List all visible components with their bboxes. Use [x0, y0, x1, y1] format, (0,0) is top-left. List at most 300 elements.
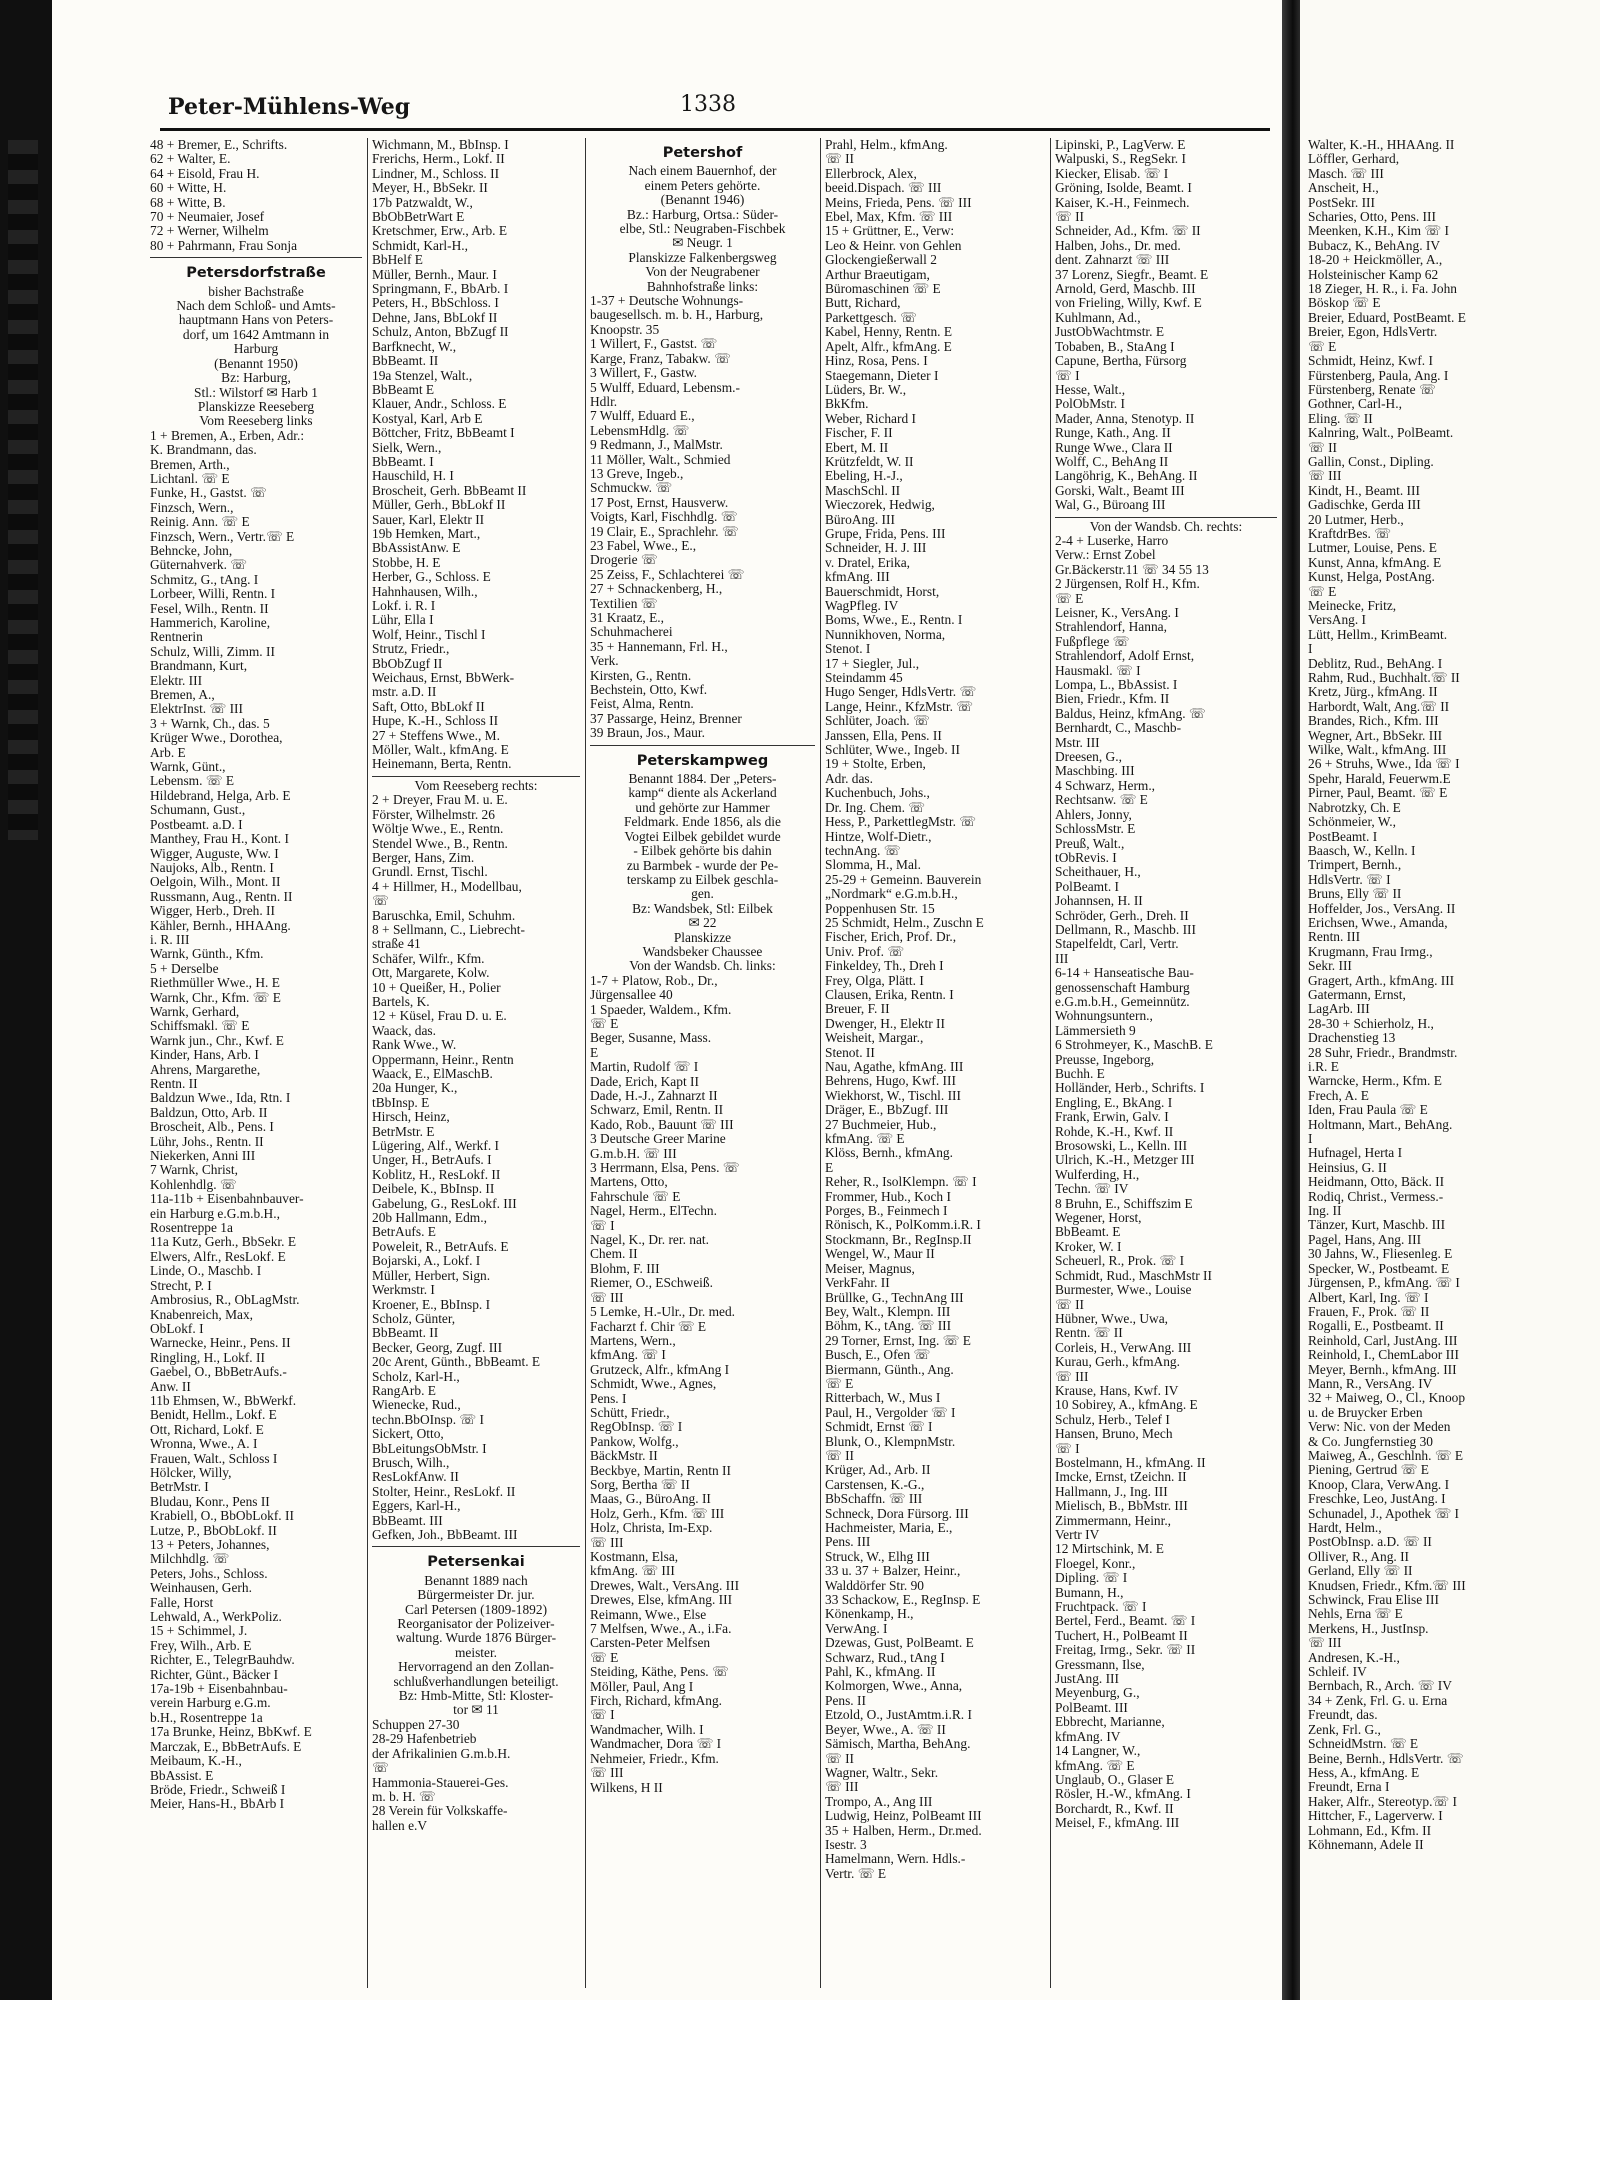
- resident-entry: Schlüter, Joach. ☏: [825, 714, 930, 729]
- resident-entry: Pagel, Hans, Ang. III: [1308, 1232, 1422, 1247]
- resident-entry: Blunk, O., KlempnMstr.: [825, 1434, 956, 1449]
- street-note: zu Barmbek - wurde der Pe-: [626, 858, 779, 873]
- resident-entry: Brandmann, Kurt,: [150, 659, 248, 674]
- street-note: gen.: [691, 887, 714, 902]
- resident-entry: Nau, Agathe, kfmAng. III: [825, 1060, 964, 1074]
- resident-entry: genossenschaft Hamburg: [1055, 980, 1190, 995]
- resident-entry: Rodiq, Christ., Vermess.-: [1308, 1189, 1444, 1204]
- resident-entry: 3 Deutsche Greer Marine: [590, 1132, 726, 1147]
- resident-entry: ☏ II: [825, 1751, 855, 1766]
- resident-entry: Bernhardt, C., Maschb-: [1055, 721, 1182, 736]
- resident-entry: & Co. Jungfernstieg 30: [1308, 1434, 1433, 1449]
- resident-entry: Vertr. ☏ E: [825, 1866, 886, 1881]
- resident-entry: 2 + Dreyer, Frau M. u. E.: [372, 793, 508, 808]
- resident-entry: Lutmer, Louise, Pens. E: [1308, 541, 1437, 556]
- resident-entry: Breier, Eduard, PostBeamt. E: [1308, 310, 1466, 325]
- resident-entry: Hufnagel, Herta I: [1308, 1146, 1403, 1161]
- section-rule: [372, 1546, 580, 1547]
- resident-entry: Porges, B., Feinmech I: [825, 1204, 948, 1219]
- resident-entry: Broscheit, Gerh. BbBeamt II: [372, 483, 527, 498]
- resident-entry: 11b Ehmsen, W., BbWerkf.: [150, 1393, 297, 1408]
- resident-entry: Sekr. III: [1308, 959, 1352, 974]
- resident-entry: VerkFahr. II: [825, 1276, 890, 1291]
- resident-entry: Bruns, Elly ☏ II: [1308, 887, 1402, 902]
- resident-entry: Strutz, Friedr.,: [372, 642, 450, 657]
- resident-entry: Merkens, H., JustInsp.: [1308, 1621, 1429, 1636]
- column-2: [372, 138, 580, 1988]
- resident-entry: technAng. ☏: [825, 843, 901, 858]
- column-divider: [1050, 138, 1051, 1988]
- resident-entry: Wohnungsuntern.,: [1055, 1009, 1153, 1024]
- resident-entry: Kohlenhdlg. ☏: [150, 1177, 237, 1192]
- resident-entry: ☏ E: [825, 1376, 854, 1391]
- resident-entry: 19 Clair, E., Sprachlehr. ☏: [590, 524, 739, 539]
- street-note: Harburg: [233, 342, 279, 357]
- resident-entry: Richter, E., TelegrBauhdw.: [150, 1653, 295, 1668]
- resident-entry: Baruschka, Emil, Schuhm.: [372, 908, 516, 923]
- resident-entry: Pankow, Wolfg.,: [590, 1434, 679, 1449]
- resident-entry: Hesse, Walt.,: [1055, 382, 1126, 397]
- resident-entry: Peters, H., BbSchloss. I: [372, 296, 499, 311]
- resident-entry: I: [1308, 1132, 1313, 1147]
- resident-entry: PostObInsp. a.D. ☏ II: [1308, 1535, 1432, 1550]
- resident-entry: Hirsch, Heinz,: [372, 1110, 450, 1125]
- resident-entry: Manthey, Frau H., Kont. I: [150, 832, 289, 847]
- resident-entry: Becker, Georg, Zugf. III: [372, 1340, 503, 1355]
- resident-entry: ☏ III: [590, 1290, 624, 1305]
- resident-entry: WagPfleg. IV: [825, 599, 899, 613]
- resident-entry: 33 u. 37 + Balzer, Heinr.,: [825, 1564, 961, 1579]
- resident-entry: Adr. das.: [825, 771, 873, 786]
- resident-entry: 18 Zieger, H. R., i. Fa. John: [1308, 282, 1457, 297]
- resident-entry: ☏ III: [590, 1766, 624, 1781]
- resident-entry: 15 + Grüttner, E., Verw:: [825, 224, 955, 239]
- resident-entry: Mielisch, B., BbMstr. III: [1055, 1499, 1188, 1514]
- resident-entry: Anscheit, H.,: [1308, 181, 1379, 196]
- resident-entry: Ebbrecht, Marianne,: [1055, 1715, 1165, 1730]
- resident-entry: Naujoks, Alb., Rentn. I: [150, 860, 274, 875]
- resident-entry: Maas, G., BüroAng. II: [590, 1492, 711, 1507]
- resident-entry: 64 + Eisold, Frau H.: [150, 166, 260, 181]
- resident-entry: Schulz, Anton, BbZugf II: [372, 325, 509, 340]
- resident-entry: Dipling. ☏ I: [1055, 1571, 1128, 1586]
- resident-entry: Hamelmann, Wern. Hdls.-: [825, 1852, 966, 1867]
- resident-entry: Hess, A., kfmAng. E: [1308, 1765, 1420, 1780]
- resident-entry: BbBeamt. II: [372, 1326, 439, 1341]
- resident-entry: Busch, E., Ofen ☏: [825, 1348, 931, 1363]
- resident-entry: Bechstein, Otto, Kwf.: [590, 683, 708, 698]
- resident-entry: Facharzt f. Chir ☏ E: [590, 1319, 707, 1334]
- resident-entry: Reinig. Ann. ☏ E: [150, 515, 250, 530]
- resident-entry: Boms, Wwe., E., Rentn. I: [825, 613, 963, 628]
- resident-entry: BbObBetrWart E: [372, 210, 465, 225]
- resident-entry: Harbordt, Walt, Ang.☏ II: [1308, 699, 1450, 714]
- street-note: Bürgermeister Dr. jur.: [417, 1588, 535, 1603]
- resident-entry: Holz, Gerh., Kfm. ☏ III: [590, 1506, 725, 1521]
- resident-entry: 1 + Bremen, A., Erben, Adr.:: [150, 428, 305, 443]
- resident-entry: Gr.Bäckerstr.11 ☏ 34 55 13: [1055, 562, 1209, 577]
- resident-entry: ObLokf. I: [150, 1321, 204, 1336]
- resident-entry: Nehmeier, Friedr., Kfm.: [590, 1751, 719, 1766]
- resident-entry: Parkettgesch. ☏: [825, 310, 917, 325]
- street-note: Carl Petersen (1809-1892): [404, 1602, 548, 1617]
- resident-entry: m. b. H. ☏: [372, 1789, 436, 1804]
- resident-entry: Pens. II: [825, 1693, 866, 1708]
- resident-entry: Kiecker, Elisab. ☏ I: [1055, 166, 1169, 181]
- resident-entry: Fahrschule ☏ E: [590, 1189, 681, 1204]
- street-note: Bz: Wandsbek, Stl: Eilbek: [632, 901, 773, 916]
- resident-entry: ☏ II: [825, 152, 855, 167]
- resident-entry: Heidmann, Otto, Bäck. II: [1308, 1175, 1445, 1190]
- resident-entry: straße 41: [372, 937, 421, 952]
- resident-entry: 4 Schwarz, Herm.,: [1055, 778, 1156, 793]
- resident-entry: Corleis, H., VerwAng. III: [1055, 1340, 1192, 1355]
- resident-entry: Gaebel, O., BbBetrAufs.-: [150, 1365, 287, 1380]
- resident-entry: Masch. ☏ III: [1308, 166, 1384, 181]
- resident-entry: Grupe, Frida, Pens. III: [825, 526, 946, 541]
- street-note: Stl.: Wilstorf ✉ Harb 1: [194, 385, 318, 400]
- resident-entry: Tobaben, B., StaAng I: [1055, 339, 1175, 354]
- resident-entry: Springmann, F., BbArb. I: [372, 282, 509, 297]
- resident-entry: Poweleit, R., BetrAufs. E: [372, 1239, 509, 1254]
- resident-entry: Preusse, Ingeborg,: [1055, 1052, 1155, 1067]
- resident-entry: Arthur Braeutigam,: [825, 267, 930, 282]
- resident-entry: Schulz, Willi, Zimm. II: [150, 644, 275, 659]
- resident-entry: Milchhdlg. ☏: [150, 1552, 230, 1567]
- resident-entry: Beyer, Wwe., A. ☏ II: [825, 1722, 946, 1737]
- resident-entry: 19a Stenzel, Walt.,: [372, 368, 473, 383]
- resident-entry: Frerichs, Herm., Lokf. II: [372, 152, 505, 167]
- resident-entry: Wöltje Wwe., E., Rentn.: [372, 822, 504, 837]
- resident-entry: Biermann, Günth., Ang.: [825, 1362, 954, 1377]
- resident-entry: BbObZugf II: [372, 656, 443, 671]
- street-note: Von der Neugrabener: [645, 265, 760, 280]
- resident-entry: Löffler, Gerhard,: [1308, 152, 1400, 167]
- resident-entry: Fürstenberg, Renate ☏: [1308, 382, 1436, 397]
- street-note: Vogtei Eilbek gebildet wurde: [624, 829, 781, 844]
- resident-entry: Bey, Walt., Klempn. III: [825, 1304, 951, 1319]
- street-heading: Peterskampweg: [636, 752, 769, 769]
- resident-entry: Johannsen, H. II: [1055, 894, 1143, 909]
- resident-entry: Reinhold, I., ChemLabor III: [1308, 1348, 1459, 1363]
- column-4: [825, 138, 1045, 1988]
- resident-entry: Schmitz, G., tAng. I: [150, 572, 259, 587]
- resident-entry: Scheuerl, R., Prok. ☏ I: [1055, 1254, 1185, 1269]
- resident-entry: Oppermann, Heinr., Rentn: [372, 1052, 514, 1067]
- resident-entry: tBbInsp. E: [372, 1095, 430, 1110]
- street-note: meister.: [454, 1645, 498, 1660]
- resident-entry: Hammonia-Stauerei-Ges.: [372, 1775, 509, 1790]
- resident-entry: Frommer, Hub., Koch I: [825, 1189, 951, 1204]
- resident-entry: Warnk, Günth., Kfm.: [150, 947, 264, 962]
- resident-entry: Kurau, Gerh., kfmAng.: [1055, 1355, 1180, 1370]
- resident-entry: PostBeamt. I: [1308, 829, 1378, 844]
- page-number: 1338: [680, 92, 736, 117]
- resident-entry: BbBeamt. III: [372, 1513, 443, 1528]
- resident-entry: Möller, Paul, Ang I: [590, 1679, 694, 1694]
- resident-entry: Stobbe, H. E: [372, 555, 441, 570]
- resident-entry: Lindner, M., Schloss. II: [372, 166, 500, 181]
- resident-entry: 80 + Pahrmann, Frau Sonja: [150, 238, 298, 253]
- resident-entry: Drewes, Walt., VersAng. III: [590, 1578, 740, 1593]
- resident-entry: Nagel, K., Dr. rer. nat.: [590, 1233, 709, 1248]
- resident-entry: BbLeitungsObMstr. I: [372, 1441, 487, 1456]
- resident-entry: Frank, Erwin, Galv. I: [1055, 1110, 1169, 1125]
- resident-entry: Dellmann, R., Maschb. III: [1055, 922, 1196, 937]
- resident-entry: ☏ I: [590, 1708, 615, 1723]
- resident-entry: Koblitz, H., ResLokf. II: [372, 1167, 501, 1182]
- resident-entry: Fesel, Wilh., Rentn. II: [150, 601, 269, 616]
- resident-entry: 29 Torner, Ernst, Ing. ☏ E: [825, 1333, 971, 1348]
- resident-entry: der Afrikalinien G.m.b.H.: [372, 1746, 511, 1761]
- resident-entry: Ott, Margarete, Kolw.: [372, 966, 490, 981]
- resident-entry: Könenkamp, H.,: [825, 1607, 914, 1622]
- resident-entry: Lühr, Ella I: [372, 613, 434, 628]
- resident-entry: Rentn. II: [150, 1077, 198, 1091]
- resident-entry: Isestr. 3: [825, 1837, 867, 1852]
- resident-entry: 26 + Struhs, Wwe., Ida ☏ I: [1308, 757, 1460, 772]
- resident-entry: Schneider, Ad., Kfm. ☏ II: [1055, 224, 1201, 239]
- resident-entry: Bertel, Ferd., Beamt. ☏ I: [1055, 1614, 1196, 1629]
- resident-entry: Klauer, Andr., Schloss. E: [372, 397, 507, 412]
- resident-entry: Warnecke, Heinr., Pens. II: [150, 1336, 291, 1351]
- resident-entry: Wandmacher, Wilh. I: [590, 1722, 704, 1737]
- resident-entry: Univ. Prof. ☏: [825, 944, 905, 959]
- resident-entry: 28 Suhr, Friedr., Brandmstr.: [1308, 1045, 1458, 1060]
- resident-entry: Weisheit, Margar.,: [825, 1031, 924, 1046]
- resident-entry: Schulz, Herb., Telef I: [1055, 1412, 1170, 1427]
- resident-entry: 17a Brunke, Heinz, BbKwf. E: [150, 1725, 312, 1740]
- resident-entry: Bostelmann, H., kfmAng. II: [1055, 1455, 1206, 1470]
- resident-entry: kfmAng. ☏ E: [825, 1132, 905, 1147]
- resident-entry: 1-7 + Platow, Rob., Dr.,: [590, 973, 718, 988]
- resident-entry: Pirner, Paul, Beamt. ☏ E: [1308, 786, 1448, 801]
- resident-entry: Pens. III: [825, 1535, 871, 1550]
- resident-entry: Scholz, Karl-H.,: [372, 1369, 460, 1384]
- resident-entry: Slomma, H., Mal.: [825, 858, 921, 873]
- street-note: Von der Wandsb. Ch. links:: [629, 959, 776, 974]
- resident-entry: Gröning, Isolde, Beamt. I: [1055, 181, 1192, 196]
- resident-entry: kfmAng. ☏ E: [1055, 1758, 1135, 1773]
- street-note: Nach einem Bauernhof, der: [628, 164, 777, 179]
- resident-entry: Beine, Bernh., HdlsVertr. ☏: [1308, 1751, 1464, 1766]
- resident-entry: Prahl, Helm., kfmAng.: [825, 138, 948, 152]
- resident-entry: mstr. a.D. II: [372, 685, 437, 700]
- resident-entry: PolBeamt. III: [1055, 1700, 1128, 1715]
- column-6-next-page: [1308, 138, 1600, 1988]
- resident-entry: Steindamm 45: [825, 671, 903, 686]
- resident-entry: Scheithauer, H.,: [1055, 865, 1141, 880]
- resident-entry: Engling, E., BkAng. I: [1055, 1095, 1173, 1110]
- resident-entry: 6-14 + Hanseatische Bau-: [1055, 966, 1194, 981]
- resident-entry: dent. Zahnarzt ☏ III: [1055, 253, 1170, 268]
- resident-entry: ☏ E: [590, 1650, 619, 1665]
- resident-entry: Kroker, W. I: [1055, 1239, 1122, 1254]
- resident-entry: Schmidt, Karl-H.,: [372, 238, 468, 253]
- resident-entry: Lüders, Br. W.,: [825, 382, 907, 397]
- resident-entry: Meinecke, Fritz,: [1308, 599, 1397, 613]
- street-note: Nach dem Schloß- und Amts-: [176, 299, 336, 314]
- resident-entry: BetrMstr. I: [150, 1480, 209, 1495]
- street-note: Benannt 1889 nach: [424, 1573, 528, 1588]
- resident-entry: 33 Schackow, E., RegInsp. E: [825, 1593, 981, 1608]
- resident-entry: Arb. E: [150, 745, 186, 760]
- resident-entry: Baldus, Heinz, kfmAng. ☏: [1055, 706, 1206, 721]
- resident-entry: Saft, Otto, BbLokf II: [372, 699, 485, 714]
- resident-entry: Gressmann, Ilse,: [1055, 1657, 1145, 1672]
- resident-entry: Poppenhusen Str. 15: [825, 901, 935, 916]
- resident-entry: Bartels, K.: [372, 994, 430, 1009]
- street-note: und gehörte zur Hammer: [635, 800, 770, 815]
- resident-entry: Fischer, Erich, Prof. Dr.,: [825, 930, 957, 945]
- resident-entry: Lipinski, P., LagVerw. E: [1055, 138, 1186, 152]
- resident-entry: 1-37 + Deutsche Wohnungs-: [590, 294, 744, 309]
- resident-entry: Gerland, Elly ☏ II: [1308, 1564, 1413, 1579]
- resident-entry: JustAng. III: [1055, 1672, 1119, 1687]
- resident-entry: 37 Lorenz, Siegfr., Beamt. E: [1055, 267, 1209, 282]
- resident-entry: Krützfeldt, W. II: [825, 454, 914, 469]
- resident-entry: Ahlers, Jonny,: [1055, 807, 1132, 822]
- resident-entry: Elwers, Alfr., ResLokf. E: [150, 1249, 286, 1264]
- resident-entry: Haker, Alfr., Stereotyp.☏ I: [1308, 1794, 1457, 1809]
- resident-entry: Blohm, F. III: [590, 1261, 660, 1276]
- resident-entry: Ahrens, Margarethe,: [150, 1062, 261, 1077]
- resident-entry: Hölcker, Willy,: [150, 1465, 232, 1480]
- resident-entry: 6 Strohmeyer, K., MaschB. E: [1055, 1038, 1213, 1053]
- resident-entry: Ulrich, K.-H., Metzger III: [1055, 1153, 1195, 1168]
- resident-entry: BetrAufs. E: [372, 1225, 436, 1240]
- resident-entry: ☏ E: [590, 1016, 619, 1031]
- street-note: hauptmann Hans von Peters-: [178, 313, 334, 328]
- resident-entry: RangArb. E: [372, 1383, 436, 1398]
- resident-entry: Lutze, P., BbObLokf. II: [150, 1523, 277, 1538]
- resident-entry: Borchardt, R., Kwf. II: [1055, 1801, 1174, 1816]
- resident-entry: VersAng. I: [1308, 613, 1367, 628]
- resident-entry: Fürstenberg, Paula, Ang. I: [1308, 368, 1449, 383]
- resident-entry: Waack, das.: [372, 1023, 436, 1038]
- resident-entry: Peters, Johs., Schloss.: [150, 1566, 268, 1581]
- resident-entry: Wal, G., Büroang III: [1055, 498, 1166, 513]
- resident-entry: 28 Verein für Volkskaffe-: [372, 1804, 508, 1819]
- resident-entry: ein Harburg e.G.m.b.H.,: [150, 1206, 280, 1221]
- resident-entry: Schönmeier, W.,: [1308, 815, 1396, 830]
- street-heading: Petersdorfstraße: [186, 265, 326, 282]
- resident-entry: Clausen, Erika, Rentn. I: [825, 987, 954, 1002]
- resident-entry: Bludau, Konr., Pens II: [150, 1494, 270, 1509]
- resident-entry: Frauen, F., Prok. ☏ II: [1308, 1304, 1430, 1319]
- resident-entry: Unglaub, O., Glaser E: [1055, 1772, 1174, 1787]
- resident-entry: Postbeamt. a.D. I: [150, 817, 243, 832]
- resident-entry: Ringling, H., Lokf. II: [150, 1350, 265, 1365]
- resident-entry: Hittcher, F., Lagerverw. I: [1308, 1809, 1443, 1824]
- resident-entry: Hausmakl. ☏ I: [1055, 663, 1141, 678]
- resident-entry: ☏ III: [1055, 1369, 1089, 1384]
- resident-entry: Strecht, P. I: [150, 1278, 212, 1293]
- resident-entry: Baldzun Wwe., Ida, Rtn. I: [150, 1091, 291, 1106]
- resident-entry: 11a-11b + Eisenbahnbauver-: [150, 1192, 304, 1207]
- resident-entry: Apelt, Alfr., kfmAng. E: [825, 339, 952, 354]
- resident-entry: von Frieling, Willy, Kwf. E: [1055, 296, 1202, 311]
- resident-entry: Elektr. III: [150, 673, 203, 688]
- resident-entry: Scholz, Günter,: [372, 1311, 456, 1326]
- resident-entry: ☏ III: [1308, 1636, 1342, 1651]
- resident-entry: Mann, R., VersAng. IV: [1308, 1376, 1433, 1391]
- resident-entry: Ing. II: [1308, 1204, 1342, 1219]
- resident-entry: Grundl. Ernst, Tischl.: [372, 865, 488, 880]
- resident-entry: SchneidMstrn. ☏ E: [1308, 1737, 1419, 1752]
- resident-entry: Hammerich, Karoline,: [150, 616, 271, 630]
- resident-entry: Finkeldey, Th., Dreh I: [825, 959, 944, 974]
- resident-entry: Rentn. III: [1308, 930, 1361, 945]
- resident-entry: Verw.: Ernst Zobel: [1055, 548, 1156, 563]
- street-note: ✉ 22: [688, 916, 717, 931]
- resident-entry: Wengel, W., Maur II: [825, 1247, 935, 1262]
- resident-entry: Stenot. II: [825, 1045, 875, 1060]
- resident-entry: Rentn. ☏ II: [1055, 1326, 1123, 1341]
- resident-entry: Müller, Herbert, Sign.: [372, 1268, 491, 1283]
- resident-entry: Wigger, Auguste, Ww. I: [150, 846, 279, 861]
- resident-entry: Lügering, Alf., Werkf. I: [372, 1139, 499, 1154]
- resident-entry: ☏ E: [1308, 339, 1337, 354]
- resident-entry: Kostyal, Karl, Arb E: [372, 411, 483, 426]
- resident-entry: Schmidt, Ernst ☏ I: [825, 1420, 933, 1435]
- resident-entry: Reimann, Wwe., Else: [590, 1607, 707, 1622]
- resident-entry: Frey, Olga, Plätt. I: [825, 973, 924, 988]
- resident-entry: Schneck, Dora Fürsorg. III: [825, 1506, 969, 1521]
- street-note: schlußverhandlungen beteiligt.: [393, 1674, 559, 1689]
- resident-entry: 27 + Schnackenberg, H.,: [590, 582, 723, 597]
- resident-entry: Gadischke, Gerda III: [1308, 498, 1421, 513]
- resident-entry: Fischer, F. II: [825, 426, 893, 441]
- scan-bottom-margin: [0, 2000, 1600, 2177]
- resident-entry: 32 + Maiweg, O., Cl., Knoop: [1308, 1391, 1466, 1406]
- resident-entry: Riemer, O., ESchweiß.: [590, 1276, 713, 1291]
- resident-entry: Schmuckw. ☏: [590, 481, 673, 496]
- resident-entry: Broscheit, Alb., Pens. I: [150, 1120, 274, 1135]
- resident-entry: Unger, H., BetrAufs. I: [372, 1153, 492, 1168]
- resident-entry: Lokf. i. R. I: [372, 599, 436, 613]
- resident-entry: Brusch, Wilh.,: [372, 1455, 450, 1470]
- resident-entry: Freitag, Irmg., Sekr. ☏ II: [1055, 1643, 1196, 1658]
- resident-entry: 15 + Schimmel, J.: [150, 1624, 248, 1639]
- resident-entry: 7 Warnk, Christ,: [150, 1163, 238, 1178]
- resident-entry: 11a Kutz, Gerh., BbSekr. E: [150, 1235, 297, 1250]
- resident-entry: Köhnemann, Adele II: [1308, 1837, 1424, 1852]
- resident-entry: Vertr IV: [1055, 1528, 1100, 1542]
- resident-entry: Warnk jun., Chr., Kwf. E: [150, 1033, 284, 1048]
- resident-entry: Staegemann, Dieter I: [825, 368, 939, 383]
- page-title: Peter-Mühlens-Weg: [168, 94, 411, 120]
- resident-entry: Falle, Horst: [150, 1595, 214, 1610]
- resident-entry: PolObMstr. I: [1055, 397, 1125, 412]
- resident-entry: Böttcher, Fritz, BbBeamt I: [372, 426, 515, 441]
- street-note: (Benannt 1946): [660, 193, 745, 208]
- resident-entry: Marczak, E., BbBetrAufs. E: [150, 1739, 302, 1754]
- resident-entry: BbAssist. E: [150, 1768, 214, 1783]
- resident-entry: 13 Greve, Ingeb.,: [590, 466, 684, 481]
- resident-entry: Benidt, Hellm., Lokf. E: [150, 1408, 277, 1423]
- resident-entry: Ritterbach, W., Mus I: [825, 1391, 941, 1406]
- column-5: [1055, 138, 1277, 1988]
- resident-entry: Bauerschmidt, Horst,: [825, 584, 940, 599]
- resident-entry: JustObWachtmstr. E: [1055, 325, 1165, 340]
- resident-entry: ☏: [372, 894, 389, 909]
- resident-entry: 17b Patzwaldt, W.,: [372, 195, 473, 210]
- resident-entry: 35 + Hannemann, Frl. H.,: [590, 639, 728, 654]
- scan-dark-margin: [0, 0, 52, 2000]
- resident-entry: Ellerbrock, Alex,: [825, 166, 917, 181]
- resident-entry: LagArb. III: [1308, 1002, 1370, 1017]
